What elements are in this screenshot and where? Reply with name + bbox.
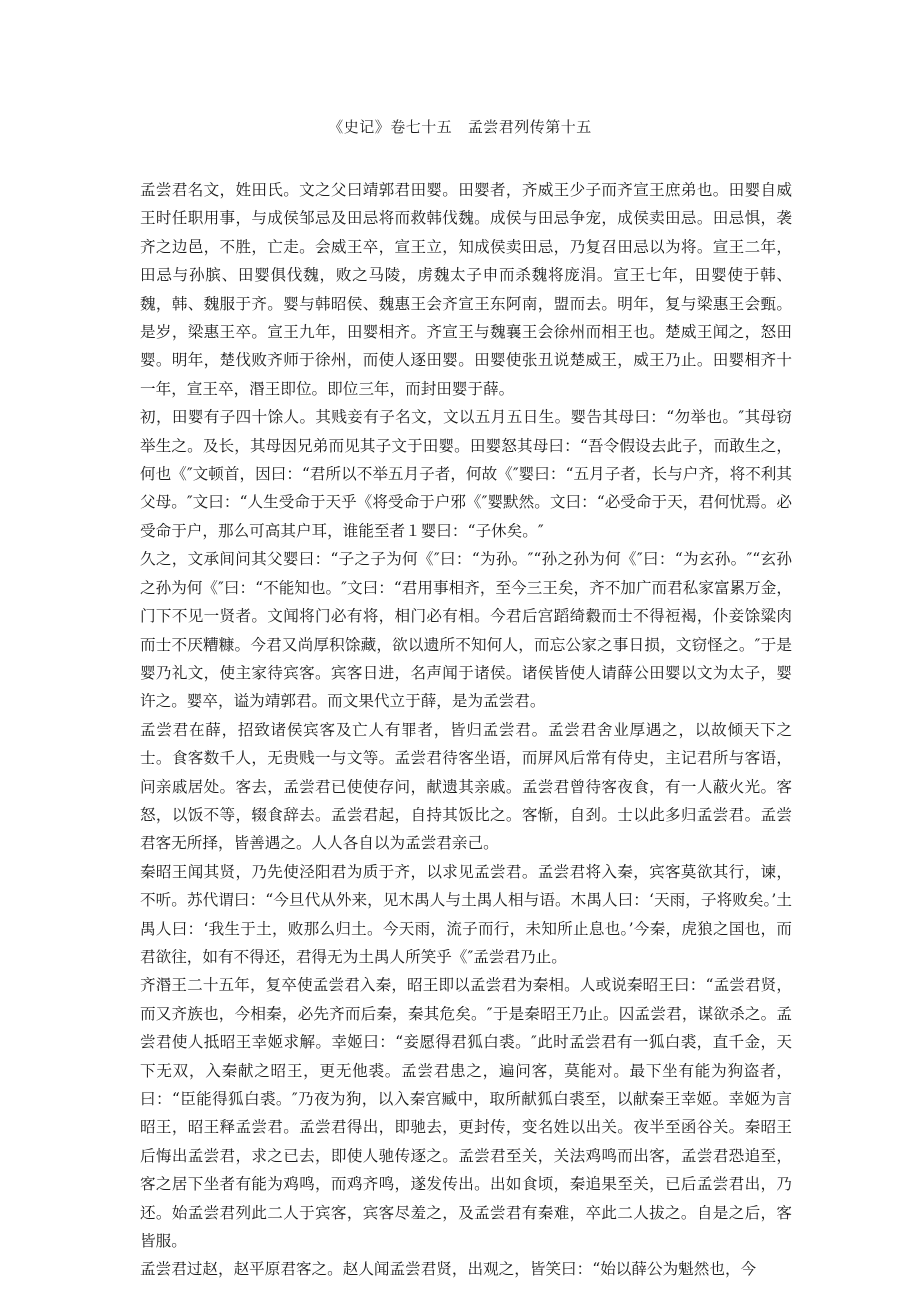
- paragraph: 齐湣王二十五年，复卒使孟尝君入秦，昭王即以孟尝君为秦相。人或说秦昭王曰：“孟尝君贤，而又齐族也，今相秦，必先齐而后秦，秦其危矣。″于是秦昭王乃止。囚孟尝君，谋欲杀之。孟尝君使人抵昭王幸姬求解。幸姬曰：“妾愿得君狐白裘。″此时孟尝君有一狐白裘，直千金，天下无双，入秦献之昭王，更无他裘。孟尝君患之，遍问客，莫能对。最下坐有能为狗盗者，曰：“臣能得狐白裘。″乃夜为狗，以入秦宫臧中，取所献狐白裘至，以献秦王幸姬。幸姬为言昭王，昭王释孟尝君。孟尝君得出，即驰去，更封传，变名姓以出关。夜半至函谷关。秦昭王后悔出孟尝君，求之已去，即使人驰传逐之。孟尝君至关，关法鸡鸣而出客，孟尝君恐追至，客之居下坐者有能为鸡鸣，而鸡齐鸣，遂发传出。出如食顷，秦追果至关，已后孟尝君出，乃还。始孟尝君列此二人于宾客，宾客尽羞之，及孟尝君有秦难，卒此二人拔之。自是之后，客皆服。: [140, 976, 792, 1251]
- paragraph: 秦昭王闻其贤，乃先使泾阳君为质于齐，以求见孟尝君。孟尝君将入秦，宾客莫欲其行，谏，不听。苏代谓曰：“今旦代从外来，见木禺人与土禺人相与语。木禺人曰：‘天雨，子将败矣。’土禺人曰：‘我生于土，败那么归土。今天雨，流子而行，未知所止息也。’今秦，虎狼之国也，而君欲往，如有不得还，君得无为土禺人所笑乎《″孟尝君乃止。: [140, 862, 792, 966]
- document-body: [140, 176, 792, 1284]
- paragraph: 孟尝君过赵，赵平原君客之。赵人闻孟尝君贤，出观之，皆笑曰：“始以薛公为魁然也，今: [140, 1260, 757, 1279]
- document-title: 《史记》卷七十五 孟尝君列传第十五: [328, 118, 592, 136]
- paragraph: 久之，文承间问其父婴曰：“子之子为何《″曰：“为孙。″“孙之孙为何《″曰：“为玄孙。″“玄孙之孙为何《″曰：“不能知也。″文曰：“君用事相齐，至今三王矣，齐不加广而君私家富累万金，门下不见一贤者。文闻将门必有将，相门必有相。今君后宫蹈绮縠而士不得裋褐，仆妾馀粱肉而士不厌糟糠。今君又尚厚积馀藏，欲以遗所不知何人，而忘公家之事日损，文窃怪之。″于是婴乃礼文，使主家待宾客。宾客日进，名声闻于诸侯。诸侯皆使人请薛公田婴以文为太子，婴许之。婴卒，谥为靖郭君。而文果代立于薛，是为孟尝君。: [140, 550, 792, 711]
- paragraph: 孟尝君在薛，招致诸侯宾客及亡人有罪者，皆归孟尝君。孟尝君舍业厚遇之，以故倾天下之士。食客数千人，无贵贱一与文等。孟尝君待客坐语，而屏风后常有侍史，主记君所与客语，问亲戚居处。客去，孟尝君已使使存问，献遗其亲戚。孟尝君曾待客夜食，有一人蔽火光。客怒，以饭不等，辍食辞去。孟尝君起，自持其饭比之。客惭，自刭。士以此多归孟尝君。孟尝君客无所择，皆善遇之。人人各自以为孟尝君亲己。: [140, 720, 792, 853]
- paragraph: 孟尝君名文，姓田氏。文之父曰靖郭君田婴。田婴者，齐威王少子而齐宣王庶弟也。田婴自威王时任职用事，与成侯邹忌及田忌将而救韩伐魏。成侯与田忌争宠，成侯卖田忌。田忌惧，袭齐之边邑，不胜，亡走。会威王卒，宣王立，知成侯卖田忌，乃复召田忌以为将。宣王二年，田忌与孙膑、田婴俱伐魏，败之马陵，虏魏太子申而杀魏将庞涓。宣王七年，田婴使于韩、魏，韩、魏服于齐。婴与韩昭侯、魏惠王会齐宣王东阿南，盟而去。明年，复与梁惠王会甄。是岁，梁惠王卒。宣王九年，田婴相齐。齐宣王与魏襄王会徐州而相王也。楚威王闻之，怒田婴。明年，楚伐败齐师于徐州，而使人逐田婴。田婴使张丑说楚威王，威王乃止。田婴相齐十一年，宣王卒，湣王即位。即位三年，而封田婴于薛。: [140, 181, 792, 398]
- paragraph: 初，田婴有子四十馀人。其贱妾有子名文，文以五月五日生。婴告其母曰：“勿举也。″其母窃举生之。及长，其母因兄弟而见其子文于田婴。田婴怒其母曰：“吾令假设去此子，而敢生之，何也《″文顿首，因曰：“君所以不举五月子者，何故《″婴曰：“五月子者，长与户齐，将不利其父母。″文曰：“人生受命于天乎《将受命于户邪《″婴默然。文曰：“必受命于天，君何忧焉。必受命于户，那么可高其户耳，谁能至者１婴曰：“子休矣。″: [140, 408, 792, 540]
